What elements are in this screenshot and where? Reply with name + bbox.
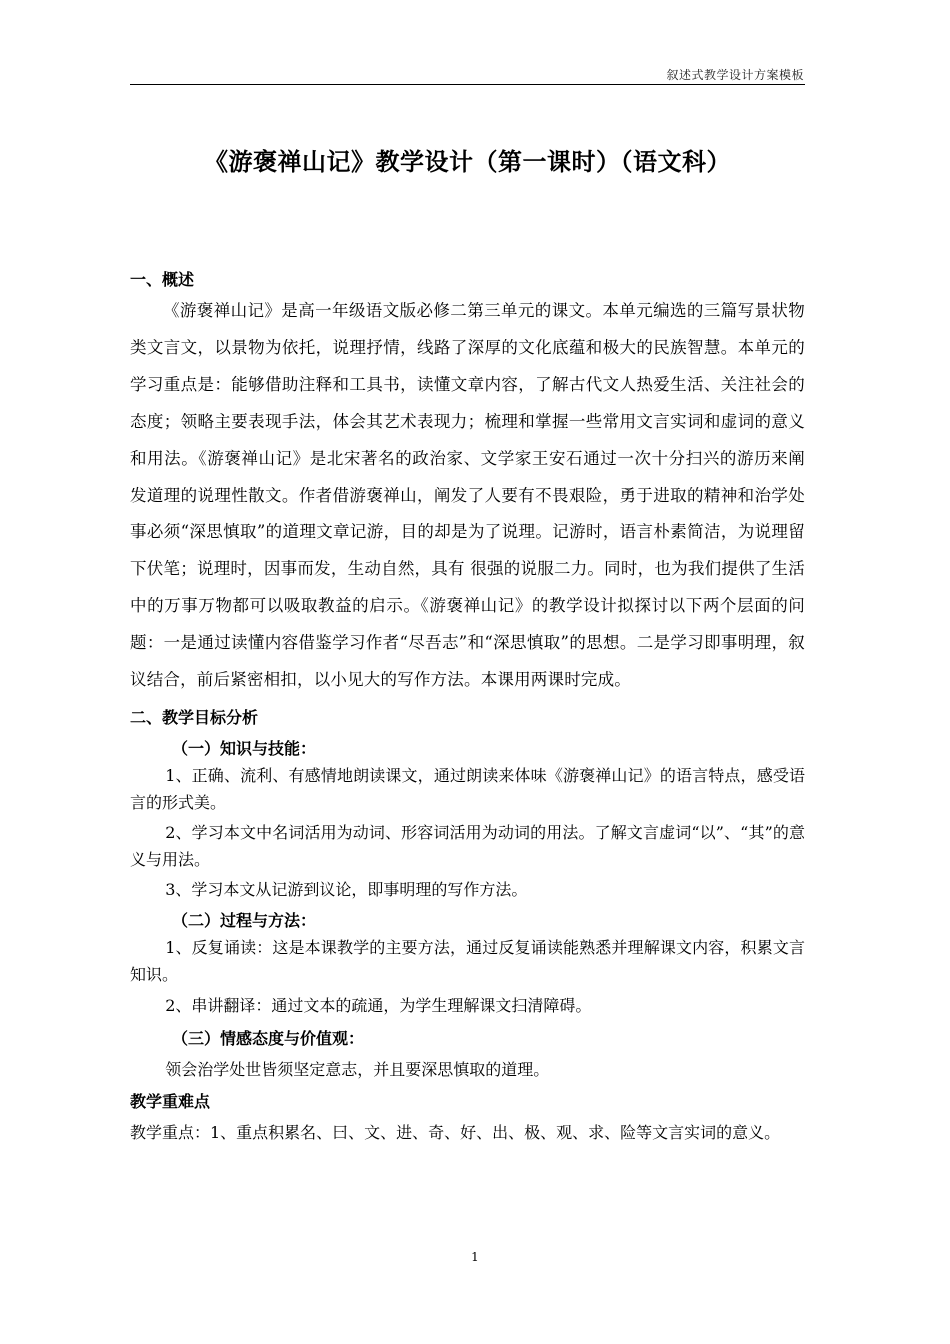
emotion-text: 领会治学处世皆须坚定意志，并且要深思慎取的道理。 [165,1059,550,1079]
knowledge-item: 3、学习本文从记游到议论，即事明理的写作方法。 [165,879,528,899]
document-title: 《游褒禅山记》教学设计（第一课时）（语文科） [204,148,731,176]
subheading-knowledge: （一）知识与技能： [172,738,317,758]
knowledge-item: 2、学习本文中名词活用为动词、形容词活用为动词的用法。了解文言虚词“以”、“其”的意义与用法。 [130,822,805,869]
subheading-emotion: （三）情感态度与价值观： [172,1028,365,1048]
process-item: 2、串讲翻译：通过文本的疏通，为学生理解课文扫清障碍。 [165,995,592,1015]
header-rule [130,84,805,85]
knowledge-item: 1、正确、流利、有感情地朗读课文，通过朗读来体味《游褒禅山记》的语言特点，感受语言的形式美。 [130,765,805,812]
overview-paragraph: 《游褒禅山记》是高一年级语文版必修二第三单元的课文。本单元编选的三篇写景状物类文言文，以景物为依托，说理抒情，线路了深厚的文化底蕴和极大的民族智慧。本单元的学习重点是：能够借助注释和工具书，读懂文章内容，了解古代文人热爱生活、关注社会的态度；领略主要表现手法，体会其艺术表现力；梳理和掌握一些常用文言实词和虚词的意义和用法。《游褒禅山记》是北宋著名的政治家、文学家王安石通过一次十分扫兴的游历来阐发道理的说理性散文。作者借游褒禅山，阐发了人要有不畏艰险，勇于进取的精神和治学处事必须“深思慎取”的道理文章记游，目的却是为了说理。记游时，语言朴素简洁，为说理留下伏笔；说理时，因事而发，生动自然，具有 很强的说服二力。同时，也为我们提供了生活中的万事万物都可以吸取教益的启示。《游褒禅山记》的教学设计拟探讨以下两个层面的问题：一是通过读懂内容借鉴学习作者“尽吾志”和“深思慎取”的思想。二是学习即事明理，叙议结合，前后紧密相扣，以小见大的写作方法。本课用两课时完成。 [130,301,805,690]
section-heading-goals: 二、教学目标分析 [130,707,259,727]
document-body [130,267,805,1146]
process-item: 1、反复诵读：这是本课教学的主要方法，通过反复诵读能熟悉并理解课文内容，积累文言知识。 [130,937,805,984]
key-points-text: 教学重点：1、重点积累名、曰、文、进、奇、好、出、极、观、求、险等文言实词的意义。 [130,1122,781,1142]
page-number: 1 [471,1250,479,1264]
header-text: 叙述式教学设计方案模板 [666,68,804,82]
subheading-process: （二）过程与方法： [172,910,317,930]
section-heading-key-points: 教学重难点 [130,1091,211,1111]
section-heading-overview: 一、概述 [130,270,195,289]
